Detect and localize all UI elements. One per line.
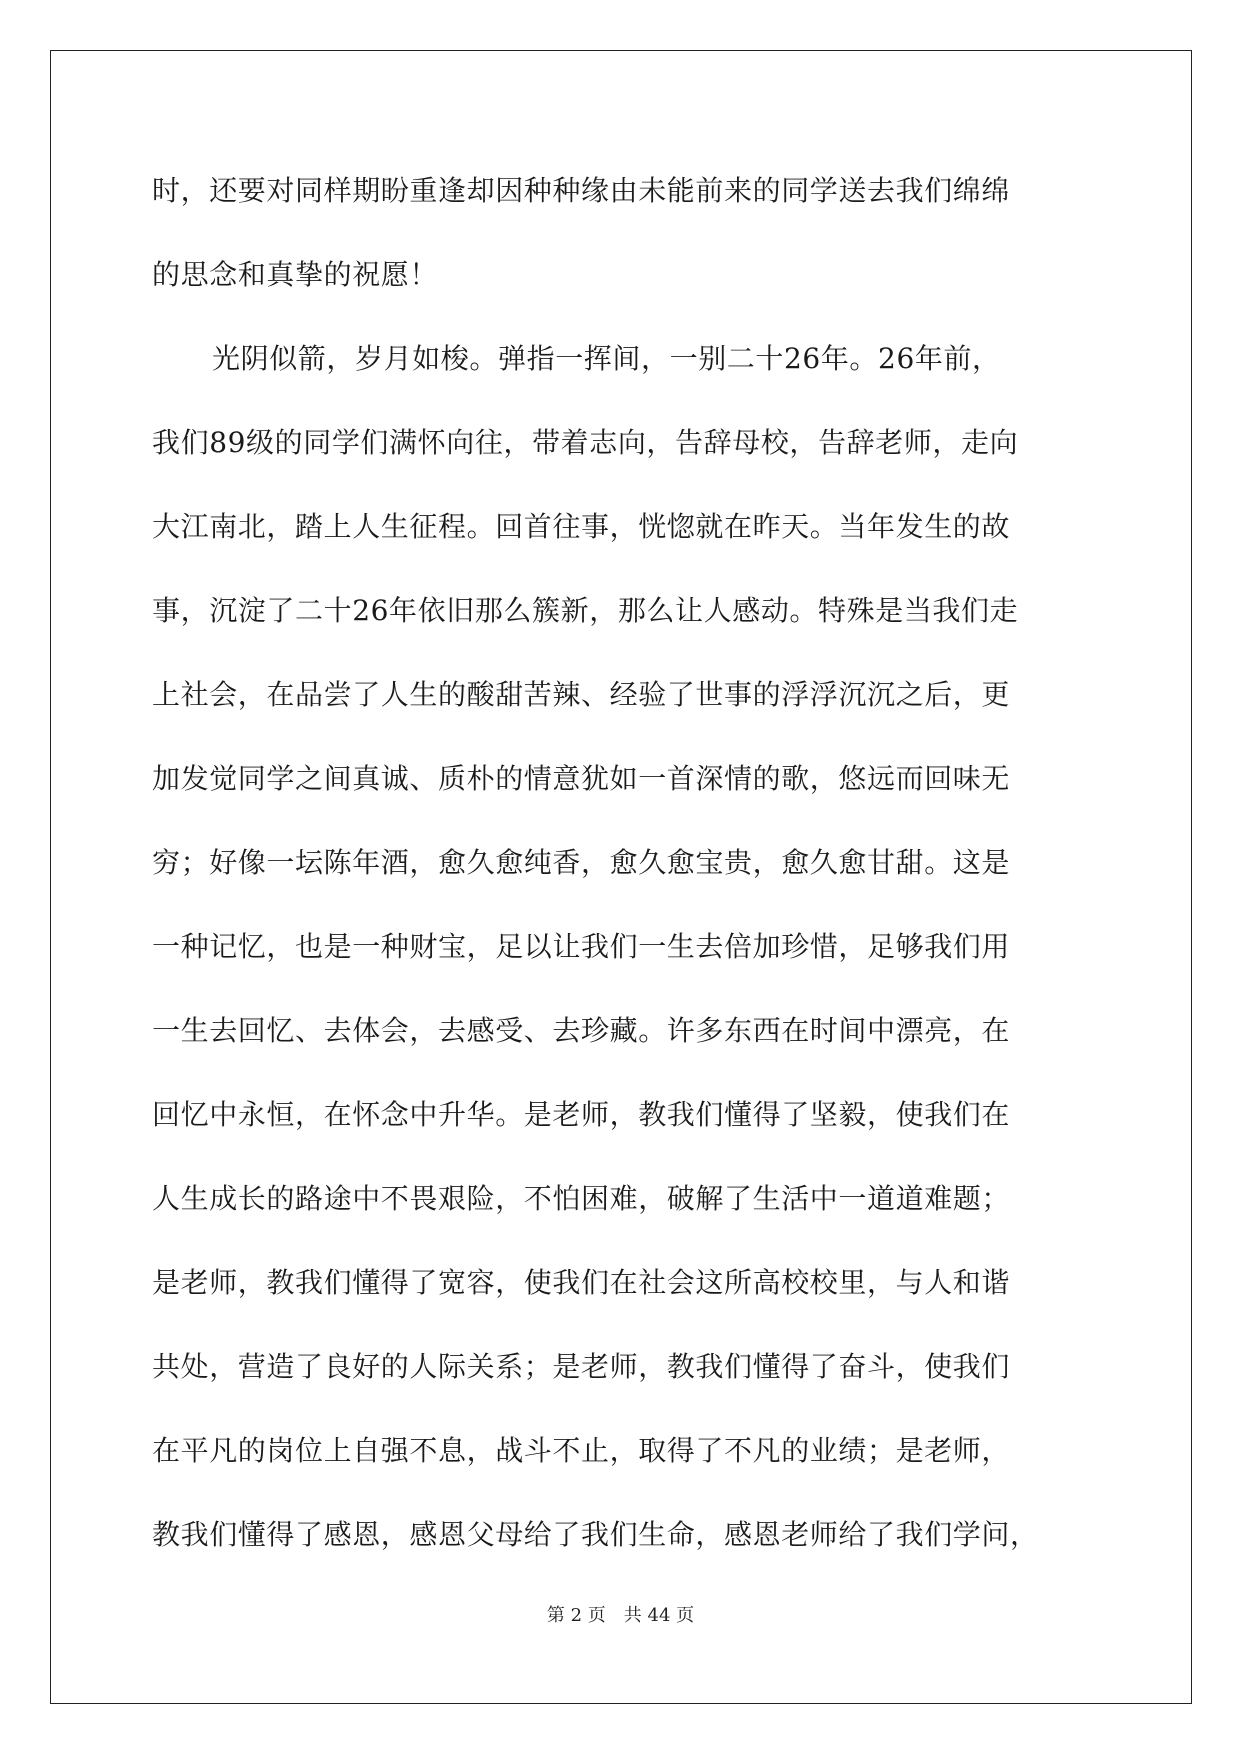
text-line: 共处，营造了良好的人际关系；是老师，教我们懂得了奋斗，使我们 xyxy=(152,1350,1011,1383)
text-line: 我们89级的同学们满怀向往，带着志向，告辞母校，告辞老师，走向 xyxy=(152,426,1019,459)
text-line: 大江南北，踏上人生征程。回首往事，恍惚就在昨天。当年发生的故 xyxy=(152,510,1011,543)
text-line: 教我们懂得了感恩，感恩父母给了我们生命，感恩老师给了我们学问， xyxy=(152,1518,1039,1551)
text-line: 事，沉淀了二十26年依旧那么簇新，那么让人感动。特殊是当我们走 xyxy=(152,594,1019,627)
text-line: 人生成长的路途中不畏艰险，不怕困难，破解了生活中一道道难题； xyxy=(152,1182,1011,1215)
document-body xyxy=(152,161,1092,1589)
text-line: 一种记忆，也是一种财宝，足以让我们一生去倍加珍惜，足够我们用 xyxy=(152,930,1011,963)
paragraph-first-line: 光阴似箭，岁月如梭。弹指一挥间，一别二十26年。26年前， xyxy=(212,342,1001,375)
text-line: 一生去回忆、去体会，去感受、去珍藏。许多东西在时间中漂亮，在 xyxy=(152,1014,1011,1047)
text-line: 是老师，教我们懂得了宽容，使我们在社会这所高校校里，与人和谐 xyxy=(152,1266,1011,1299)
page-number-footer: 第 2 页 共 44 页 xyxy=(546,1605,695,1626)
text-line: 时，还要对同样期盼重逢却因种种缘由未能前来的同学送去我们绵绵 xyxy=(152,174,1011,207)
text-line: 在平凡的岗位上自强不息，战斗不止，取得了不凡的业绩；是老师， xyxy=(152,1434,1011,1467)
text-line: 回忆中永恒，在怀念中升华。是老师，教我们懂得了坚毅，使我们在 xyxy=(152,1098,1011,1131)
text-line: 加发觉同学之间真诚、质朴的情意犹如一首深情的歌，悠远而回味无 xyxy=(152,762,1011,795)
text-line: 穷；好像一坛陈年酒，愈久愈纯香，愈久愈宝贵，愈久愈甘甜。这是 xyxy=(152,846,1011,879)
text-line: 上社会，在品尝了人生的酸甜苦辣、经验了世事的浮浮沉沉之后，更 xyxy=(152,678,1011,711)
text-line: 的思念和真挚的祝愿！ xyxy=(152,258,439,291)
